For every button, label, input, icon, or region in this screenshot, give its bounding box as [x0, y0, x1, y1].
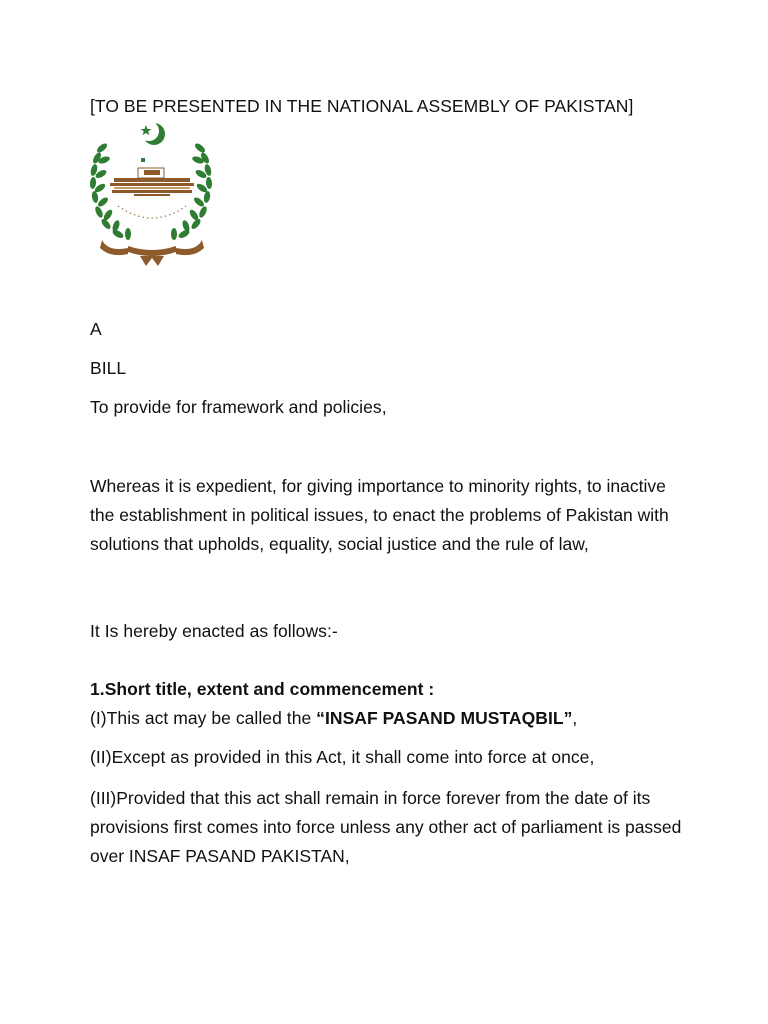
act-name: “INSAF PASAND MUSTAQBIL” [316, 708, 573, 728]
ribbon-icon [100, 240, 204, 266]
national-assembly-emblem-icon [88, 120, 218, 268]
parliament-building-icon [110, 168, 194, 196]
presentation-note: [TO BE PRESENTED IN THE NATIONAL ASSEMBLY OF PAKISTAN] [90, 96, 634, 116]
whereas-paragraph: Whereas it is expedient, for giving importance to minority rights, to inactive the establishment in political issues, to enact the problems of Pakistan with solutions that upholds, equality, social justice and the rule of law, [90, 476, 669, 554]
clause-one [90, 708, 577, 729]
enacted-clause: It Is hereby enacted as follows:- [90, 621, 338, 641]
clause-one-suffix: , [572, 708, 578, 728]
bill-label: BILL [90, 358, 127, 378]
bill-purpose: To provide for framework and policies, [90, 397, 387, 417]
section-heading: 1.Short title, extent and commencement : [90, 679, 435, 699]
clause-one-prefix: (I)This act may be called the [90, 708, 317, 728]
clause-two: (II)Except as provided in this Act, it shall come into force at once, [90, 747, 595, 767]
bill-article: A [90, 319, 102, 339]
clause-three: (III)Provided that this act shall remain in force forever from the date of its provisions first comes into force unless any other act of parliament is passed over INSAF PASAND PAKISTAN, [90, 788, 682, 866]
crescent-icon [139, 121, 165, 145]
